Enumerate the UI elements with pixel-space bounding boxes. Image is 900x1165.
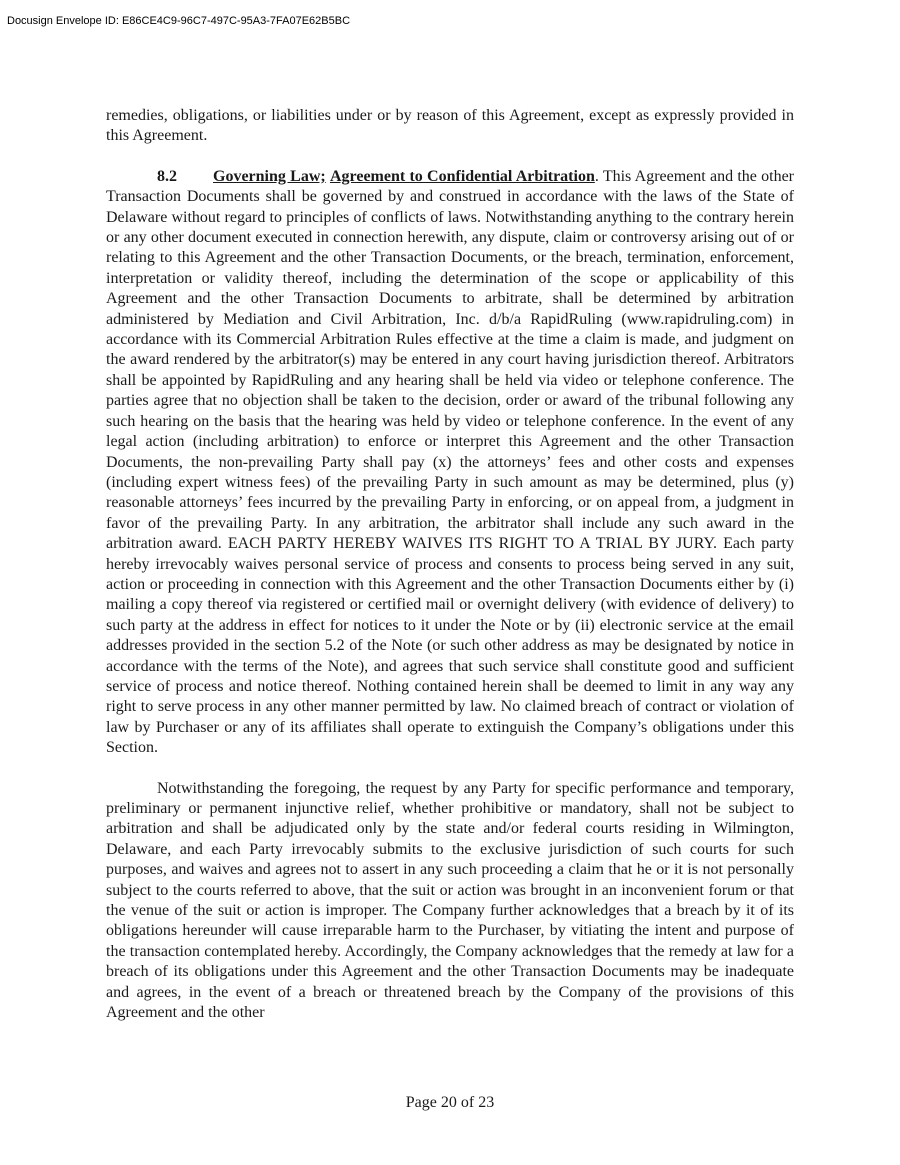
notwithstanding-paragraph: Notwithstanding the foregoing, the request by any Party for specific performance and temporary, preliminary or permanent injunctive relief, whether prohibitive or mandatory, shall not be subject to arbitration and shall be adjudicated only by the state and/or federal courts residing in Wilmington, Delaware, and each Party irrevocably submits to the exclusive jurisdiction of such courts for such purposes, and waives and agrees not to assert in any such proceeding a claim that he or it is not personally subject to the courts referred to above, that the suit or action was brought in an inconvenient forum or that the venue of the suit or action is improper. The Company further acknowledges that a breach by it of its obligations hereunder will cause irreparable harm to the Purchaser, by vitiating the intent and purpose of the transaction contemplated hereby. Accordingly, the Company acknowledges that the remedy at law for a breach of its obligations under this Agreement and the other Transaction Documents may be inadequate and agrees, in the event of a breach or threatened breach by the Company of the provisions of this Agreement and the other: [106, 779, 794, 1022]
intro-paragraph: remedies, obligations, or liabilities under or by reason of this Agreement, except as expressly provided in this Agreement.: [106, 107, 794, 145]
section-heading-period: .: [594, 167, 599, 185]
section-8-2-paragraph: [106, 167, 794, 759]
section-heading-governing-law: Governing Law;: [213, 167, 326, 185]
docusign-envelope-id: Docusign Envelope ID: E86CE4C9-96C7-497C-95A3-7FA07E62B5BC: [7, 15, 351, 27]
section-number: 8.2: [157, 167, 177, 185]
page-number: Page 20 of 23: [405, 1094, 495, 1111]
document-page: [106, 106, 794, 1023]
section-heading-arbitration: Agreement to Confidential Arbitration: [329, 167, 595, 185]
section-body: This Agreement and the other Transaction Documents shall be governed by and construed in accordance with the laws of the State of Delaware without regard to principles of conflicts of laws. Notwithstanding anything to the contrary herein or any other document executed in connection herewith, any dispute, claim or controversy arising out of or relating to this Agreement and the other Transaction Documents, or the breach, termination, enforcement, interpretation or validity thereof, including the determination of the scope or applicability of this Agreement and the other Transaction Documents to arbitrate, shall be determined by arbitration administered by Mediation and Civil Arbitration, Inc. d/b/a RapidRuling (www.rapidruling.com) in accordance with its Commercial Arbitration Rules effective at the time a claim is made, and judgment on the award rendered by the arbitrator(s) may be entered in any court having jurisdiction thereof. Arbitrators shall be appointed by RapidRuling and any hearing shall be held via video or telephone conference. The parties agree that no objection shall be taken to the decision, order or award of the tribunal following any such hearing on the basis that the hearing was held by video or telephone conference. In the event of any legal action (including arbitration) to enforce or interpret this Agreement and the other Transaction Documents, the non-prevailing Party shall pay (x) the attorneys’ fees and other costs and expenses (including expert witness fees) of the prevailing Party in such amount as may be determined, plus (y) reasonable attorneys’ fees incurred by the prevailing Party in enforcing, or on appeal from, a judgment in favor of the prevailing Party. In any arbitration, the arbitrator shall include any such award in the arbitration award. EACH PARTY HEREBY WAIVES ITS RIGHT TO A TRIAL BY JURY. Each party hereby irrevocably waives personal service of process and consents to process being served in any suit, action or proceeding in connection with this Agreement and the other Transaction Documents either by (i) mailing a copy thereof via registered or certified mail or overnight delivery (with evidence of delivery) to such party at the address in effect for notices to it under the Note or by (ii) electronic service at the email addresses provided in the section 5.2 of the Note (or such other address as may be designated by notice in accordance with the terms of the Note), and agrees that such service shall constitute good and sufficient service of process and notice thereof. Nothing contained herein shall be deemed to limit in any way any right to serve process in any other manner permitted by law. No claimed breach of contract or violation of law by Purchaser or any of its affiliates shall operate to extinguish the Company’s obligations under this Section.: [106, 167, 795, 757]
